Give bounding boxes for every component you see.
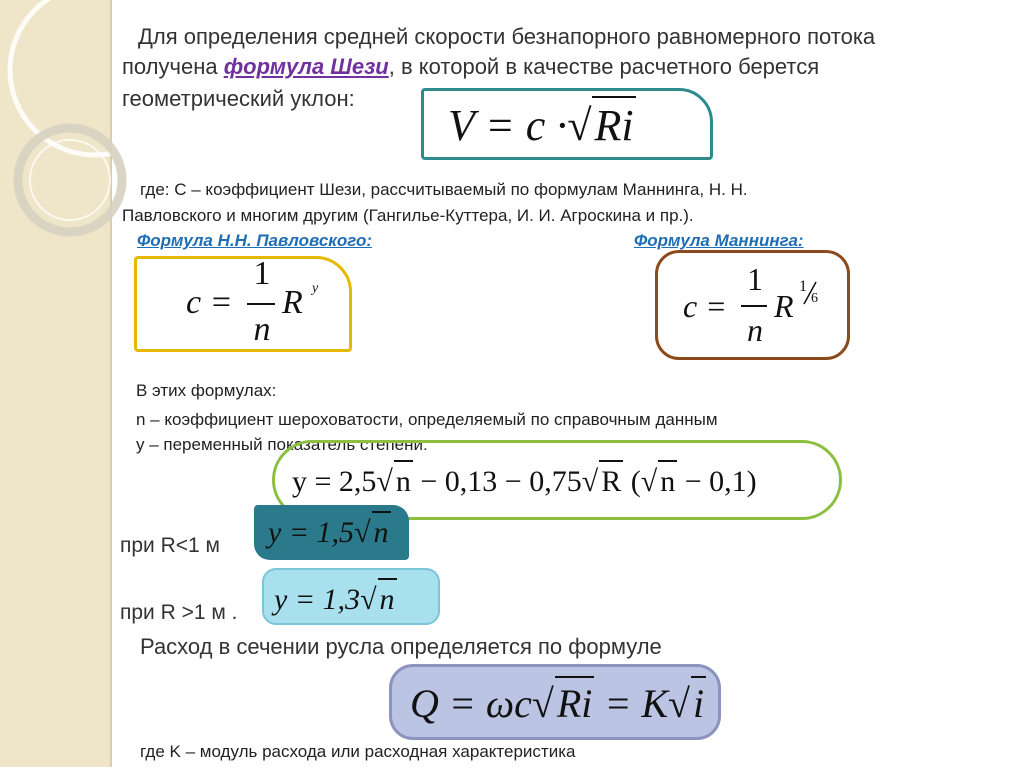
pavlovsky-lhs: c = [186, 284, 233, 321]
pavlovsky-fraction-bar [247, 303, 275, 305]
where-k-line: где K – модуль расхода или расходная характеристика [140, 742, 576, 761]
manning-denominator: n [747, 312, 763, 348]
intro-line-2: получена формула Шези, в которой в качестве расчетного берется [122, 54, 820, 79]
manning-exponent-den: 6 [811, 291, 818, 306]
manning-lhs: c = [683, 288, 727, 324]
case2-label: при R >1 м . [120, 601, 238, 624]
y-formula: y = 2,5√ n − 0,13 − 0,75√ R (√ n − 0,1) [292, 460, 757, 502]
pavlovsky-title: Формула Н.Н. Павловского: [137, 231, 373, 250]
manning-title: Формула Маннинга: [634, 231, 804, 250]
manning-fraction-bar [741, 305, 767, 307]
discharge-text: Расход в сечении русла определяется по формуле [140, 634, 662, 659]
main-formula: V = c ·√Ri [448, 96, 636, 154]
decorative-rings [0, 0, 140, 767]
chezy-formula-link[interactable]: формула Шези [223, 54, 389, 79]
manning-numerator: 1 [747, 261, 763, 297]
pavlovsky-base: R [282, 284, 303, 321]
discharge-formula: Q = ωc√Ri = K√i [410, 676, 706, 730]
where-c-line-2: Павловского и многим другим (Гангилье-Куттера, И. И. Агроскина и пр.). [122, 206, 694, 225]
pavlovsky-denominator: n [253, 311, 271, 348]
pavlovsky-exponent: y [312, 281, 319, 296]
case1-formula: y = 1,5√ n [268, 511, 391, 553]
case1-label: при R<1 м [120, 534, 220, 557]
intro-line-3: геометрический уклон: [122, 86, 355, 111]
notes-line-3: y – переменный показатель степени: [136, 435, 428, 454]
pavlovsky-numerator: 1 [253, 255, 271, 292]
pavlovsky-formula-box [134, 256, 352, 352]
where-c-line-1: где: С – коэффициент Шези, рассчитываемый по формулам Маннинга, Н. Н. [140, 180, 748, 199]
notes-line-1: В этих формулах: [136, 381, 277, 400]
manning-base: R [774, 288, 794, 324]
intro-line-1: Для определения средней скорости безнапорного равномерного потока [138, 24, 876, 49]
case2-formula: y = 1,3√ n [274, 578, 397, 620]
notes-line-2: n – коэффициент шероховатости, определяемый по справочным данным [136, 410, 718, 429]
manning-exponent-num: 1 [799, 278, 807, 295]
